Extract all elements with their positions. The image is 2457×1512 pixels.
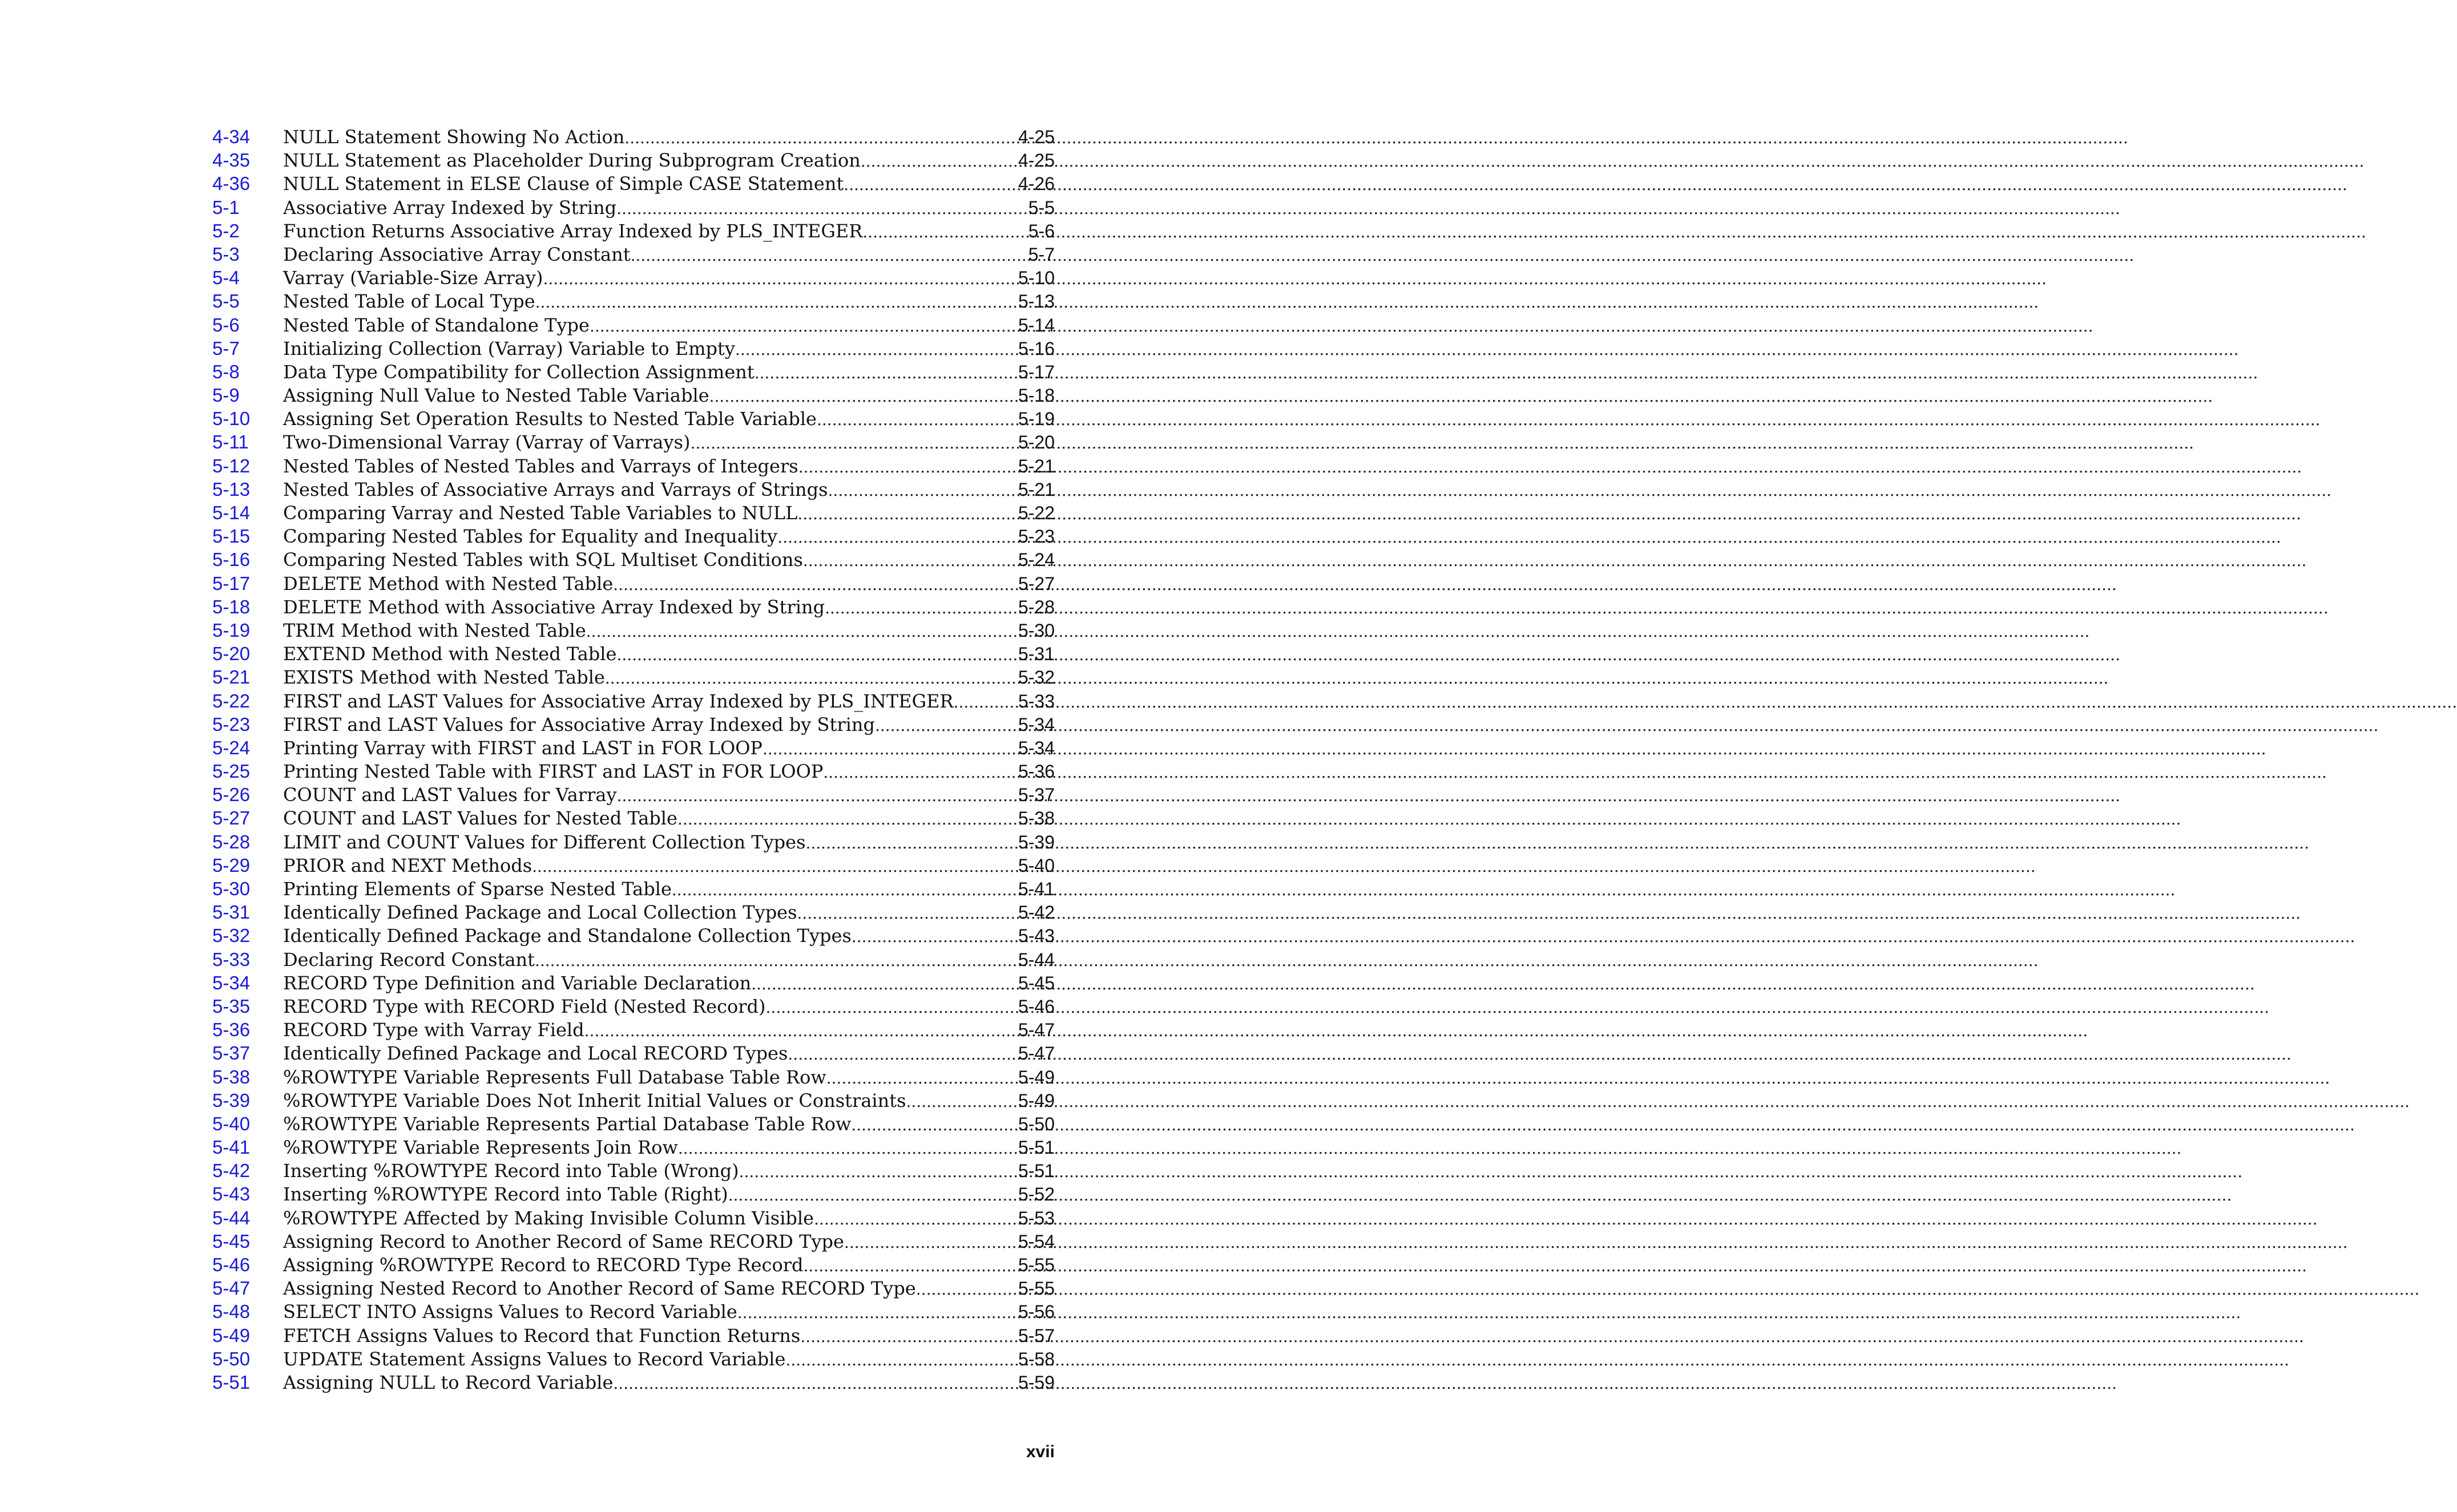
example-title-link[interactable]: FIRST and LAST Values for Associative Array Indexed by PLS_INTEGER bbox=[283, 690, 954, 712]
dot-leader bbox=[709, 385, 1011, 408]
example-number-link[interactable]: 5-7 bbox=[212, 337, 240, 359]
example-number-link[interactable]: 4-36 bbox=[212, 173, 251, 195]
page-reference-link[interactable]: 5-34 bbox=[1018, 714, 1055, 735]
page-reference-link[interactable]: 5-31 bbox=[1018, 644, 1055, 665]
toc-entry[interactable] bbox=[212, 501, 1055, 524]
page-reference-link[interactable]: 5-55 bbox=[1018, 1255, 1055, 1275]
dot-leader bbox=[751, 972, 1011, 996]
example-title-link[interactable]: Nested Table of Local Type bbox=[283, 290, 535, 313]
page-reference-link[interactable]: 5-37 bbox=[1018, 785, 1055, 806]
example-title-link[interactable]: RECORD Type with Varray Field bbox=[283, 1019, 584, 1041]
example-title-link[interactable]: EXISTS Method with Nested Table bbox=[283, 666, 605, 689]
dot-leader bbox=[844, 1231, 1011, 1254]
example-title-link[interactable]: FETCH Assigns Values to Record that Function Returns bbox=[283, 1324, 801, 1347]
dot-leader bbox=[631, 244, 1011, 267]
page-reference-link[interactable]: 5-22 bbox=[1018, 503, 1055, 523]
page-reference-link[interactable]: 5-49 bbox=[1018, 1066, 1055, 1087]
example-number-link[interactable]: 5-45 bbox=[212, 1230, 251, 1252]
page-reference-link[interactable]: 5-43 bbox=[1018, 925, 1055, 947]
example-number-link[interactable]: 5-23 bbox=[212, 713, 251, 735]
example-title-link[interactable]: Data Type Compatibility for Collection Assignment bbox=[283, 361, 755, 383]
page-reference-link[interactable]: 5-16 bbox=[1018, 338, 1055, 359]
example-number-link[interactable]: 5-9 bbox=[212, 385, 240, 406]
dot-leader bbox=[605, 666, 1011, 690]
example-number-link[interactable]: 5-22 bbox=[212, 690, 251, 711]
dot-leader bbox=[586, 620, 1011, 643]
dot-leader bbox=[728, 1183, 1011, 1207]
dot-leader bbox=[737, 1301, 1011, 1324]
example-title-link[interactable]: Assigning %ROWTYPE Record to RECORD Type Record bbox=[283, 1254, 804, 1276]
dot-leader bbox=[532, 855, 1011, 878]
toc-entry[interactable] bbox=[212, 454, 1055, 478]
example-title-link[interactable]: COUNT and LAST Values for Nested Table bbox=[283, 807, 677, 830]
dot-leader bbox=[762, 737, 1011, 761]
toc-entry[interactable] bbox=[212, 1230, 1055, 1253]
dot-leader bbox=[814, 1207, 1011, 1231]
page-reference-link[interactable]: 5-34 bbox=[1018, 737, 1055, 758]
example-title-link[interactable]: DELETE Method with Nested Table bbox=[283, 572, 614, 595]
dot-leader bbox=[817, 408, 1011, 431]
example-title-link[interactable]: RECORD Type Definition and Variable Declaration bbox=[283, 972, 752, 994]
example-number-link[interactable]: 5-21 bbox=[212, 666, 251, 688]
page-reference-link[interactable]: 5-30 bbox=[1018, 620, 1055, 641]
page-reference-link[interactable]: 5-47 bbox=[1018, 1043, 1055, 1064]
toc-entry[interactable] bbox=[212, 665, 1055, 689]
example-number-link[interactable]: 5-44 bbox=[212, 1207, 251, 1228]
dot-leader bbox=[861, 149, 1011, 173]
example-number-link[interactable]: 5-33 bbox=[212, 948, 251, 970]
toc-entry[interactable] bbox=[212, 1135, 1055, 1159]
toc-entry[interactable] bbox=[212, 1276, 1055, 1300]
toc-entry[interactable] bbox=[212, 1041, 1055, 1065]
page-reference-link[interactable]: 4-25 bbox=[1018, 150, 1055, 171]
example-title-link[interactable]: %ROWTYPE Variable Represents Join Row bbox=[283, 1137, 678, 1159]
example-title-link[interactable]: DELETE Method with Associative Array Indexed by String bbox=[283, 596, 825, 618]
dot-leader bbox=[828, 479, 1011, 502]
page-reference-link[interactable]: 5-13 bbox=[1018, 291, 1055, 312]
toc-entry[interactable] bbox=[212, 948, 1055, 971]
example-number-link[interactable]: 5-6 bbox=[212, 314, 240, 335]
page-reference-link[interactable]: 5-46 bbox=[1018, 996, 1055, 1017]
example-title-link[interactable]: Assigning NULL to Record Variable bbox=[283, 1371, 614, 1393]
example-title-link[interactable]: Assigning Null Value to Nested Table Variable bbox=[283, 385, 709, 407]
example-title-link[interactable]: Comparing Nested Tables for Equality and Inequality bbox=[283, 525, 778, 548]
example-title-link[interactable]: Identically Defined Package and Local Collection Types bbox=[283, 901, 797, 924]
example-title-link[interactable]: Printing Varray with FIRST and LAST in FOR LOOP bbox=[283, 737, 762, 759]
example-number-link[interactable]: 5-46 bbox=[212, 1254, 251, 1275]
page-reference-link[interactable]: 5-45 bbox=[1018, 972, 1055, 993]
toc-entry[interactable] bbox=[212, 172, 1055, 195]
page-reference-link[interactable]: 5-21 bbox=[1018, 479, 1055, 500]
example-number-link[interactable]: 5-16 bbox=[212, 549, 251, 571]
page-reference-link[interactable]: 5-24 bbox=[1018, 549, 1055, 571]
example-number-link[interactable]: 5-13 bbox=[212, 478, 251, 500]
list-of-examples bbox=[212, 125, 1055, 1394]
toc-entry[interactable] bbox=[212, 806, 1055, 830]
toc-entry[interactable] bbox=[212, 759, 1055, 783]
page-reference-link[interactable]: 5-21 bbox=[1018, 455, 1055, 476]
page-reference-link[interactable]: 5-59 bbox=[1018, 1372, 1055, 1393]
dot-leader bbox=[584, 1019, 1011, 1042]
example-title-link[interactable]: UPDATE Statement Assigns Values to Record Variable bbox=[283, 1348, 786, 1370]
toc-entry[interactable] bbox=[212, 1324, 1055, 1347]
dot-leader bbox=[844, 173, 1011, 196]
example-title-link[interactable]: Declaring Record Constant bbox=[283, 948, 535, 971]
page-reference-link[interactable]: 5-23 bbox=[1018, 526, 1055, 547]
example-number-link[interactable]: 5-43 bbox=[212, 1183, 251, 1205]
example-title-link[interactable]: Associative Array Indexed by String bbox=[283, 196, 617, 219]
toc-entry[interactable] bbox=[212, 548, 1055, 571]
dot-leader bbox=[535, 949, 1011, 972]
example-number-link[interactable]: 5-31 bbox=[212, 901, 251, 923]
dot-leader bbox=[677, 807, 1011, 831]
page-reference-link[interactable]: 5-28 bbox=[1018, 596, 1055, 617]
toc-entry[interactable] bbox=[212, 642, 1055, 665]
page-reference-link[interactable]: 5-32 bbox=[1018, 667, 1055, 688]
dot-leader bbox=[798, 455, 1011, 479]
dot-leader bbox=[735, 338, 1011, 361]
toc-entry[interactable] bbox=[212, 242, 1055, 266]
toc-entry[interactable] bbox=[212, 313, 1055, 337]
example-number-link[interactable]: 4-35 bbox=[212, 149, 251, 171]
toc-entry[interactable] bbox=[212, 783, 1055, 806]
toc-entry[interactable] bbox=[212, 713, 1055, 736]
example-number-link[interactable]: 5-35 bbox=[212, 995, 251, 1017]
example-number-link[interactable]: 5-3 bbox=[212, 243, 240, 265]
example-title-link[interactable]: PRIOR and NEXT Methods bbox=[283, 854, 532, 876]
example-title-link[interactable]: Nested Table of Standalone Type bbox=[283, 314, 590, 336]
dot-leader bbox=[788, 1042, 1011, 1066]
dot-leader bbox=[826, 1066, 1011, 1090]
page-reference-link[interactable]: 5-41 bbox=[1018, 879, 1055, 899]
toc-entry[interactable] bbox=[212, 407, 1055, 430]
example-title-link[interactable]: Initializing Collection (Varray) Variable to Empty bbox=[283, 337, 735, 359]
toc-entry[interactable] bbox=[212, 478, 1055, 501]
example-title-link[interactable]: Varray (Variable-Size Array) bbox=[283, 267, 543, 289]
example-title-link[interactable]: %ROWTYPE Affected by Making Invisible Column Visible bbox=[283, 1207, 814, 1229]
dot-leader bbox=[543, 267, 1011, 290]
example-number-link[interactable]: 5-37 bbox=[212, 1042, 251, 1064]
page-reference-link[interactable]: 5-42 bbox=[1018, 902, 1055, 923]
example-title-link[interactable]: NULL Statement as Placeholder During Subprogram Creation bbox=[283, 149, 861, 172]
example-title-link[interactable]: %ROWTYPE Variable Represents Partial Database Table Row bbox=[283, 1113, 852, 1135]
toc-entry[interactable] bbox=[212, 900, 1055, 924]
page-reference-link[interactable]: 5-47 bbox=[1018, 1020, 1055, 1041]
toc-entry[interactable] bbox=[212, 383, 1055, 407]
example-number-link[interactable]: 5-27 bbox=[212, 807, 251, 829]
dot-leader bbox=[804, 1254, 1011, 1277]
dot-leader bbox=[690, 431, 1011, 455]
toc-entry[interactable] bbox=[212, 618, 1055, 642]
dot-leader bbox=[777, 525, 1011, 549]
toc-entry[interactable] bbox=[212, 1347, 1055, 1370]
example-title-link[interactable]: EXTEND Method with Nested Table bbox=[283, 643, 617, 665]
example-number-link[interactable]: 5-18 bbox=[212, 596, 251, 617]
page-reference-link[interactable]: 5-57 bbox=[1018, 1325, 1055, 1346]
example-title-link[interactable]: Inserting %ROWTYPE Record into Table (Wrong) bbox=[283, 1160, 739, 1182]
page-reference-link[interactable]: 5-14 bbox=[1018, 314, 1055, 335]
dot-leader bbox=[613, 573, 1011, 596]
example-number-link[interactable]: 5-40 bbox=[212, 1113, 251, 1134]
page-reference-link[interactable]: 5-27 bbox=[1018, 573, 1055, 594]
example-number-link[interactable]: 5-30 bbox=[212, 878, 251, 899]
example-number-link[interactable]: 5-24 bbox=[212, 737, 251, 758]
example-title-link[interactable]: Assigning Nested Record to Another Record of Same RECORD Type bbox=[283, 1277, 916, 1300]
example-title-link[interactable]: Declaring Associative Array Constant bbox=[283, 243, 631, 265]
example-title-link[interactable]: LIMIT and COUNT Values for Different Collection Types bbox=[283, 831, 806, 853]
toc-entry[interactable] bbox=[212, 1206, 1055, 1230]
dot-leader bbox=[825, 596, 1011, 620]
toc-entry[interactable] bbox=[212, 219, 1055, 242]
page-reference-link[interactable]: 5-51 bbox=[1018, 1161, 1055, 1182]
example-number-link[interactable]: 5-48 bbox=[212, 1301, 251, 1323]
dot-leader bbox=[755, 361, 1011, 385]
toc-entry[interactable] bbox=[212, 830, 1055, 854]
page-reference-link[interactable]: 5-44 bbox=[1018, 949, 1055, 970]
example-number-link[interactable]: 5-34 bbox=[212, 972, 251, 993]
example-number-link[interactable]: 5-41 bbox=[212, 1137, 251, 1158]
toc-entry[interactable] bbox=[212, 148, 1055, 172]
example-title-link[interactable]: RECORD Type with RECORD Field (Nested Record) bbox=[283, 995, 766, 1017]
page-reference-link[interactable]: 5-6 bbox=[1028, 220, 1055, 241]
example-title-link[interactable]: Identically Defined Package and Standalone Collection Types bbox=[283, 925, 852, 947]
example-title-link[interactable]: Function Returns Associative Array Indexed by PLS_INTEGER bbox=[283, 220, 863, 242]
example-title-link[interactable]: Comparing Nested Tables with SQL Multiset Conditions bbox=[283, 549, 803, 571]
example-number-link[interactable]: 5-20 bbox=[212, 643, 251, 665]
example-title-link[interactable]: NULL Statement in ELSE Clause of Simple CASE Statement bbox=[283, 173, 844, 195]
page-reference-link[interactable]: 5-10 bbox=[1018, 268, 1055, 289]
example-number-link[interactable]: 5-10 bbox=[212, 408, 251, 430]
example-number-link[interactable]: 5-25 bbox=[212, 761, 251, 782]
toc-entry[interactable] bbox=[212, 877, 1055, 900]
page-reference-link[interactable]: 5-58 bbox=[1018, 1348, 1055, 1369]
toc-entry[interactable] bbox=[212, 1159, 1055, 1182]
page-reference-link[interactable]: 5-5 bbox=[1028, 197, 1055, 218]
example-number-link[interactable]: 5-32 bbox=[212, 925, 251, 947]
example-number-link[interactable]: 5-4 bbox=[212, 267, 240, 289]
toc-entry[interactable] bbox=[212, 854, 1055, 877]
example-title-link[interactable]: %ROWTYPE Variable Represents Full Database Table Row bbox=[283, 1066, 826, 1088]
page-reference-link[interactable]: 4-26 bbox=[1018, 173, 1055, 195]
toc-entry[interactable] bbox=[212, 971, 1055, 994]
dot-leader bbox=[906, 1090, 1011, 1113]
example-title-link[interactable]: Inserting %ROWTYPE Record into Table (Right) bbox=[283, 1183, 728, 1206]
dot-leader bbox=[823, 761, 1011, 784]
example-number-link[interactable]: 5-12 bbox=[212, 455, 251, 476]
example-number-link[interactable]: 5-50 bbox=[212, 1348, 251, 1369]
page-reference-link[interactable]: 5-49 bbox=[1018, 1090, 1055, 1111]
example-number-link[interactable]: 5-49 bbox=[212, 1324, 251, 1346]
example-title-link[interactable]: Printing Elements of Sparse Nested Table bbox=[283, 878, 672, 900]
dot-leader bbox=[805, 831, 1011, 855]
toc-entry[interactable] bbox=[212, 524, 1055, 548]
page-reference-link[interactable]: 5-38 bbox=[1018, 808, 1055, 829]
page-reference-link[interactable]: 5-53 bbox=[1018, 1207, 1055, 1228]
example-number-link[interactable]: 5-14 bbox=[212, 502, 251, 523]
page-reference-link[interactable]: 5-55 bbox=[1018, 1278, 1055, 1299]
dot-leader bbox=[616, 643, 1011, 666]
dot-leader bbox=[617, 784, 1011, 807]
toc-entry[interactable] bbox=[212, 1089, 1055, 1112]
toc-entry[interactable] bbox=[212, 994, 1055, 1018]
dot-leader bbox=[613, 1372, 1011, 1395]
document-page bbox=[0, 0, 1169, 1512]
example-title-link[interactable]: NULL Statement Showing No Action bbox=[283, 126, 625, 148]
toc-entry[interactable] bbox=[212, 1112, 1055, 1135]
example-number-link[interactable]: 5-28 bbox=[212, 831, 251, 852]
example-number-link[interactable]: 5-15 bbox=[212, 525, 251, 547]
dot-leader bbox=[875, 714, 1011, 737]
example-number-link[interactable]: 5-5 bbox=[212, 290, 240, 312]
page-reference-link[interactable]: 5-40 bbox=[1018, 855, 1055, 876]
example-title-link[interactable]: SELECT INTO Assigns Values to Record Variable bbox=[283, 1301, 737, 1323]
example-number-link[interactable]: 5-17 bbox=[212, 572, 251, 594]
example-number-link[interactable]: 5-19 bbox=[212, 619, 251, 641]
toc-entry[interactable] bbox=[212, 924, 1055, 947]
page-reference-link[interactable]: 5-56 bbox=[1018, 1301, 1055, 1323]
example-title-link[interactable]: Nested Tables of Nested Tables and Varrays of Integers bbox=[283, 455, 798, 477]
page-reference-link[interactable]: 5-7 bbox=[1028, 244, 1055, 265]
example-title-link[interactable]: Identically Defined Package and Local RECORD Types bbox=[283, 1042, 788, 1065]
dot-leader bbox=[916, 1277, 1011, 1301]
page-reference-link[interactable]: 5-51 bbox=[1018, 1137, 1055, 1158]
page-number: xvii bbox=[1026, 1442, 1055, 1461]
example-title-link[interactable]: Assigning Set Operation Results to Nested Table Variable bbox=[283, 408, 817, 430]
toc-entry[interactable] bbox=[212, 689, 1055, 713]
page-reference-link[interactable]: 4-25 bbox=[1018, 127, 1055, 147]
page-reference-link[interactable]: 5-36 bbox=[1018, 761, 1055, 782]
example-title-link[interactable]: FIRST and LAST Values for Associative Array Indexed by String bbox=[283, 713, 875, 735]
dot-leader bbox=[766, 996, 1011, 1019]
example-title-link[interactable]: %ROWTYPE Variable Does Not Inherit Initial Values or Constraints bbox=[283, 1089, 906, 1111]
toc-entry[interactable] bbox=[212, 1182, 1055, 1206]
page-reference-link[interactable]: 5-33 bbox=[1018, 690, 1055, 711]
toc-entry[interactable] bbox=[212, 1253, 1055, 1276]
example-number-link[interactable]: 5-38 bbox=[212, 1066, 251, 1087]
toc-entry[interactable] bbox=[212, 572, 1055, 595]
example-title-link[interactable]: Two-Dimensional Varray (Varray of Varrays) bbox=[283, 431, 691, 454]
example-number-link[interactable]: 5-2 bbox=[212, 220, 240, 241]
example-number-link[interactable]: 5-39 bbox=[212, 1089, 251, 1111]
example-number-link[interactable]: 5-47 bbox=[212, 1277, 251, 1299]
example-title-link[interactable]: Comparing Varray and Nested Table Variables to NULL bbox=[283, 502, 798, 524]
toc-entry[interactable] bbox=[212, 266, 1055, 289]
example-title-link[interactable]: Printing Nested Table with FIRST and LAST in FOR LOOP bbox=[283, 761, 824, 783]
page-reference-link[interactable]: 5-39 bbox=[1018, 831, 1055, 852]
dot-leader bbox=[852, 925, 1011, 948]
toc-entry[interactable] bbox=[212, 1370, 1055, 1394]
page-reference-link[interactable]: 5-50 bbox=[1018, 1113, 1055, 1134]
page-reference-link[interactable]: 5-54 bbox=[1018, 1231, 1055, 1252]
toc-entry[interactable] bbox=[212, 430, 1055, 454]
example-number-link[interactable]: 5-29 bbox=[212, 854, 251, 876]
dot-leader bbox=[590, 314, 1011, 338]
page-reference-link[interactable]: 5-19 bbox=[1018, 409, 1055, 430]
dot-leader bbox=[862, 220, 1011, 244]
dot-leader bbox=[624, 126, 1011, 149]
example-title-link[interactable]: Assigning Record to Another Record of Same RECORD Type bbox=[283, 1230, 844, 1252]
dot-leader bbox=[797, 901, 1011, 925]
toc-entry[interactable] bbox=[212, 1018, 1055, 1041]
dot-leader bbox=[678, 1137, 1011, 1160]
dot-leader bbox=[797, 502, 1011, 525]
dot-leader bbox=[739, 1160, 1011, 1183]
dot-leader bbox=[800, 1325, 1011, 1348]
page-reference-link[interactable]: 5-52 bbox=[1018, 1184, 1055, 1205]
example-number-link[interactable]: 5-42 bbox=[212, 1160, 251, 1182]
page-reference-link[interactable]: 5-20 bbox=[1018, 432, 1055, 453]
example-title-link[interactable]: Nested Tables of Associative Arrays and Varrays of Strings bbox=[283, 478, 828, 500]
page-reference-link[interactable]: 5-18 bbox=[1018, 385, 1055, 406]
toc-entry[interactable] bbox=[212, 595, 1055, 618]
dot-leader bbox=[535, 290, 1011, 314]
dot-leader bbox=[672, 878, 1011, 901]
dot-leader bbox=[616, 197, 1011, 220]
example-number-link[interactable]: 5-36 bbox=[212, 1019, 251, 1041]
example-title-link[interactable]: COUNT and LAST Values for Varray bbox=[283, 784, 617, 806]
example-title-link[interactable]: TRIM Method with Nested Table bbox=[283, 619, 586, 641]
toc-entry[interactable] bbox=[212, 1300, 1055, 1323]
toc-entry[interactable] bbox=[212, 360, 1055, 383]
example-number-link[interactable]: 5-51 bbox=[212, 1371, 251, 1393]
example-number-link[interactable]: 5-11 bbox=[212, 431, 249, 453]
dot-leader bbox=[803, 549, 1011, 572]
dot-leader bbox=[954, 690, 1011, 714]
dot-leader bbox=[785, 1348, 1011, 1372]
example-number-link[interactable]: 5-26 bbox=[212, 784, 251, 806]
example-number-link[interactable]: 4-34 bbox=[212, 126, 251, 147]
toc-entry[interactable] bbox=[212, 337, 1055, 360]
toc-entry[interactable] bbox=[212, 196, 1055, 219]
toc-entry[interactable] bbox=[212, 1065, 1055, 1089]
example-number-link[interactable]: 5-1 bbox=[212, 196, 240, 218]
toc-entry[interactable] bbox=[212, 736, 1055, 759]
dot-leader bbox=[851, 1113, 1011, 1137]
page-reference-link[interactable]: 5-17 bbox=[1018, 361, 1055, 382]
toc-entry[interactable] bbox=[212, 125, 1055, 148]
example-number-link[interactable]: 5-8 bbox=[212, 361, 240, 382]
toc-entry[interactable] bbox=[212, 289, 1055, 313]
